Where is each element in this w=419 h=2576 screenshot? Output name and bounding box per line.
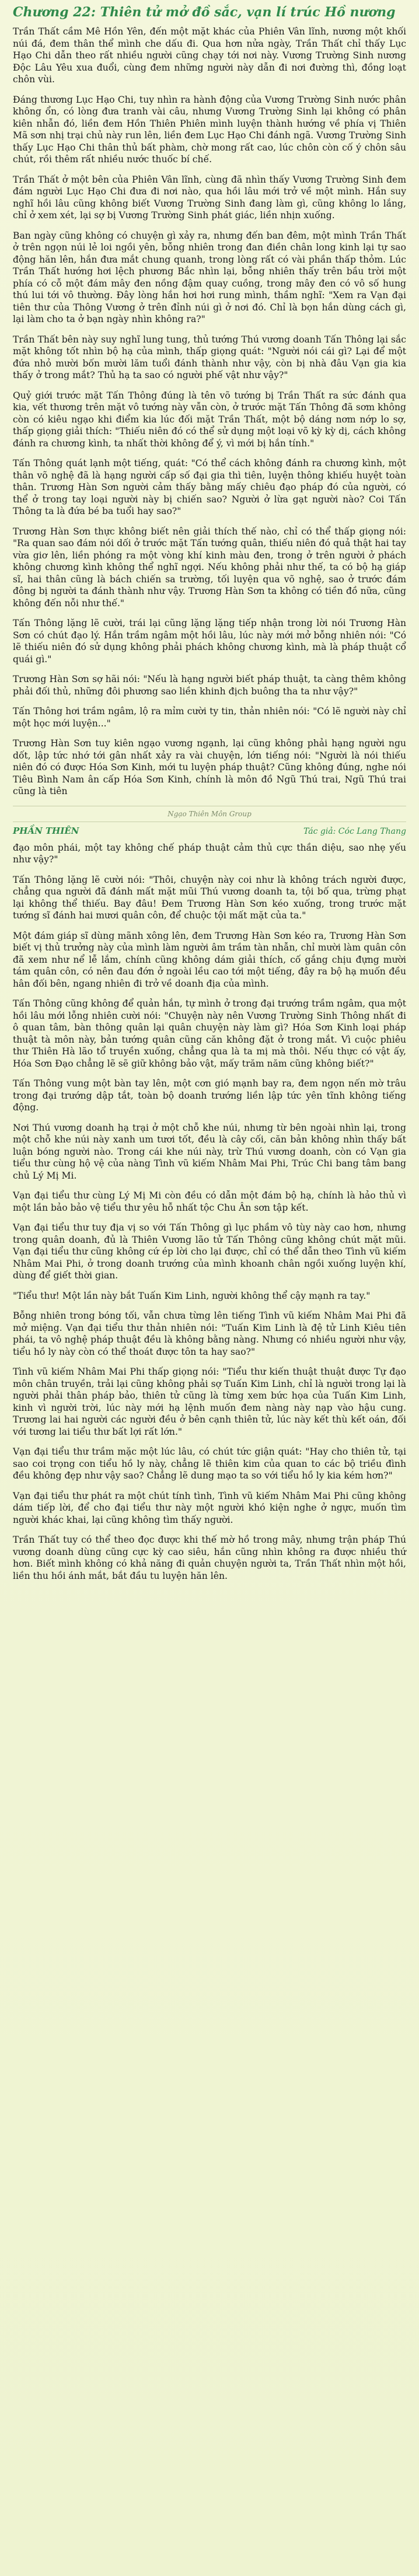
- paragraph: Tấn Thông cũng không để quản hắn, tự mình ở trong đại trướng trầm ngâm, qua một hồi lâu mới lỗng nhiên cười nói: "Chuyện này nên Vương Trường Sinh Thông nhất đi ô quan tâm, bàn thông quân lại quân chuyện này làm gì? Hóa Sơn Kinh loại pháp thuật tà môn này, bản tướng quân cũng căn không đặt ở trong mắt. Vì cuộc phiêu thư Thiên Hà lão tổ truyền xuống, chẳng qua là ta mị mà thôi. Nếu thực có vật ấy, Hóa Sơn Đạo chẳng lẽ sẽ giữ không bảo vật, mấy trăm năm cũng không biết?": [13, 998, 406, 1069]
- paragraph: Vạn đại tiểu thư cùng Lý Mị Mi còn đều có dẫn một đám bộ hạ, chính là hảo thủ vì một lần bảo bảo vệ tiểu thư yêu hỗ nhất tộc Chu Ân sơn tập kết.: [13, 1190, 406, 1213]
- paragraph: Trần Thất cầm Mê Hồn Yên, đến một mặt khác của Phiên Vân lĩnh, nương một khối núi đá, đem thân thể mình che dấu đi. Qua hơn nửa ngày, Trần Thất chỉ thấy Lục Hạo Chi dẫn theo rất nhiều người cũng chạy tới nơi này. Vương Trường Sinh nương Độc Lâu Yêu xua đuổi, cùng đem những người này dẫn đi nơi đường thì, đồng loạt chôn vùi.: [13, 26, 406, 85]
- paragraph: Tấn Thông lặng lẽ cười nói: "Thôi, chuyện này coi như là không trách người được, chẳng qua người đã đánh mất mặt mũi Thú vương doanh ta, tội bố qua, trừng phạt lại không thể thiếu. Bay đâu! Đem Trương Hàn Sơn kéo xuống, trong trước mặt tướng sĩ đánh hai mươi quân côn, để chuộc tội mất mặt của ta.": [13, 874, 406, 921]
- paragraph: Trần Thất bên này suy nghĩ lung tung, thủ tướng Thú vương doanh Tấn Thông lại sắc mặt không tốt nhìn bộ hạ của mình, thấp giọng quát: "Người nói cái gì? Lại để một đứa nhỏ mười bốn mười lăm tuổi đánh thành như vậy, còn bị nhà đâu Vạn gia kia thấy ở trong mắt? Thủ hạ ta sao có người phế vật như vậy?": [13, 334, 406, 380]
- paragraph: Trương Hàn Sơn tuy kiên ngạo vương ngạnh, lại cũng không phải hạng người ngu dốt, lập tức nhớ tới gân nhất xảy ra vài chuyện, lớn tiếng nói: "Người là nói thiếu niên đó có được Hóa Sơn Kinh, mới tu luyện pháp thuật? Cũng không đúng, nghe nói Tiêu Bình Nam ân cấp Hóa Sơn Kinh, chính là môn đồ Ngũ Thú trai, Ngũ Thú trai cũng là tiên: [13, 738, 406, 796]
- paragraph: Quỷ giới trước mặt Tấn Thông đúng là tên võ tướng bị Trần Thất ra sức đánh qua kia, vết thương trên mặt vô tướng này vẫn còn, ở trước mặt Tấn Thông đã sơm không còn có kiêu ngạo khi điểm kia lúc đối mặt Trần Thất, một bộ dáng nơm nớp lo sợ, thấp giọng giải thích: "Thiếu niên đó có thể sử dụng một loại võ kỳ kỳ dị, cách không đánh ra chương kình, ta nhất thời không để ý, vì mới bị hắn tính.": [13, 390, 406, 449]
- page-part-one: [13, 5, 406, 822]
- paragraph: Tình vũ kiếm Nhâm Mai Phi thấp giọng nói: "Tiểu thư kiến thuật thuật được Tự đạo môn chân truyền, trải lại cũng không phải sợ Tuấn Kim Linh, chỉ là người trong lại là người phải thân pháp bảo, thiên tử cũng là từng xem bức họa của Tuấn Kim Linh, kinh vì người trời, lúc này mới hạ lệnh muốn đem nàng này nạp vào hậu cung. Trương lai hai người các người đều ở bên cạnh thiên tử, lúc này kết thù kết oán, đối với tương lai tiểu thư bất lợi rất lớn.": [13, 1366, 406, 1437]
- paragraph: Vạn đại tiểu thư trầm mặc một lúc lâu, có chút tức giận quát: "Hay cho thiên tử, tại sao coi trọng con tiểu hồ ly này, chẳng lẽ thiên kim của quan to các bộ triều đình đều không đẹp như vậy sao? Chẳng lẽ dung mạo ta so với tiểu hồ ly kia kém hơn?": [13, 1446, 406, 1481]
- paragraph: Nơi Thú vương doanh hạ trại ở một chỗ khe núi, nhưng từ bên ngoài nhìn lại, trong một chỗ khe núi này xanh um tươi tốt, đều là cây cối, căn bản không nhìn thấy bất luận bóng người nào. Trong cái khe núi này, trừ Thú vương doanh, còn có Vạn gia tiểu thư cùng hộ vệ của nàng Tình vũ kiếm Nhâm Mai Phi, Trúc Chi bang tâm bang chủ Lý Mị Mi.: [13, 1122, 406, 1181]
- paragraph: Đáng thương Lục Hạo Chi, tuy nhìn ra hành động của Vương Trường Sinh nước phân không ổn, có lòng đưa tranh vài câu, nhưng Vương Trường Sinh lại không có phân kiên nhẫn đó, liền đem Hồn Thiên Phiên mình luyện thành hướng về phía vị Thiên Mã sơn nhị trại chủ này run lên, liền đem Lục Hạo Chi đánh ngã. Vương Trường Sinh thấy Lục Hạo Chi thân thủ bất phàm, chờ mong rất cao, lúc chôn còn cố ý chôn sâu chút, rồi thêm rất nhiều nước thuốc bí chế.: [13, 94, 406, 165]
- paragraph: Vạn đại tiểu thư phát ra một chút tính tình, Tình vũ kiếm Nhâm Mai Phi cũng không dám tiếp lời, để cho đại tiểu thư này một người khó kiện nghe ở ngực, muốn tìm người khác khai, lại cũng không tìm thấy người.: [13, 1490, 406, 1525]
- paragraph: Bỗng nhiên trong bóng tối, vẫn chưa từng lên tiếng Tình vũ kiếm Nhâm Mai Phi đã mở miệng. Vạn đại tiểu thư thản nhiên nói: "Tuấn Kim Linh là đệ tử Linh Kiêu tiên phái, ta vô nghệ pháp thuật đều là không bằng nàng. Nhưng có nhiều người như vậy, tiểu hồ ly này còn có thể thoát được tôn ta hay sao?": [13, 1310, 406, 1357]
- paragraph: Trương Hàn Sơn sợ hãi nói: "Nếu là hạng người biết pháp thuật, ta càng thêm không phải đối thủ, những đôi phương sao liền khinh địch buông tha ta như vậy?": [13, 674, 406, 697]
- paragraph: Ban ngày cũng không có chuyện gì xảy ra, nhưng đến ban đêm, một mình Trần Thất ở trên ngọn núi lẻ loi ngồi yên, bỗng nhiên trong đan điền chân long kinh lại tự sao động hăn lên, hắn đưa mắt chung quanh, trong lòng rất có vài phần thấp thỏm. Lúc Trần Thất hướng hơi lệch phương Bắc nhìn lại, bỗng nhiên thấy trên bầu trời một phía có cỗ một đám mây đen nồng đậm quay cuồng, trong mây đen có vô số hung thú lui tới vô thường. Đây lòng hắn hơi hơi rung mình, thầm nghĩ: "Xem ra Vạn đại tiên thư của Thông Vương ở trên đỉnh núi gì ở nơi đó. Chỉ là bọn hắn dùng cách gì, lại làm cho ta ở bạn ngày nhìn không ra?": [13, 230, 406, 324]
- paragraph: Trương Hàn Sơn thực không biết nên giải thích thế nào, chỉ có thể thấp giọng nói: "Ra quan sao đám nói dối ở trước mặt Tấn tướng quân, thiếu niên đó quả thật hai tay vừa giơ lên, liền phóng ra một vòng khí kinh màu đen, trong ở trên người ở phách không chương kình không thể nghĩ ngợi. Nếu không phải như thế, ta có bộ hạ giáp sĩ, hai thân cũng là bách chiến sa trường, tối luyện qua võ nghệ, sao ở trước đám đông bị người ta đánh thành như vậy. Trương Hàn Sơn ta không có tiền đồ nữa, cũng không đến nỗi như thế.": [13, 526, 406, 609]
- paragraph: đạo môn phái, một tay không chế pháp thuật cảm thủ cực thần diệu, sao nhẹ yếu như vậy?": [13, 842, 406, 865]
- running-header: [13, 826, 406, 836]
- paragraph: Tấn Thông lặng lẽ cười, trái lại cũng lặng lặng tiếp nhận trong lời nói Trương Hàn Sơn có chút đạo lý. Hắn trầm ngâm một hồi lâu, lúc này mới mở bỗng nhiên nói: "Có lẽ thiếu niên đó sử dụng không phải phách không chương kình, mà là pháp thuật cổ quái gì.": [13, 618, 406, 665]
- chapter-title: Chương 22: Thiên tử mở đồ sắc, vạn lí trúc Hồ nương: [13, 5, 396, 20]
- page-part-two: [13, 826, 406, 1582]
- footer-group-name: Ngạo Thiên Môn Group: [167, 809, 252, 818]
- paragraph: Tấn Thông quát lạnh một tiếng, quát: "Có thể cách không đánh ra chương kình, một thân võ nghệ đã là hạng người cấp số đại gia thì tiên, luyện thông khiếu huyệt toàn thân. Trương Hàn Sơn người cảm thấy bằng mấy chiêu đạo pháp đó của người, có thể ở trong tay loại người này bị chiến sao? Người ở lừa gạt người nào? Coi Tấn Thông ta là đứa bé ba tuổi hay sao?": [13, 458, 406, 516]
- paragraph: Vạn đại tiểu thư tuy địa vị so với Tấn Thông gì lục phầm vô tùy này cao hơn, nhưng trong quân doanh, đủ là Thiên Vương lão tử Tấn Thông cũng không chút mặt mũi. Vạn đại tiểu thư cũng không cứ ép lời cho lại được, chỉ có thể dẫn theo Tình vũ kiếm Nhâm Mai Phi, ở trong doanh trướng của mình khoanh chân ngồi xuống luyện khí, dùng để giết thời gian.: [13, 1222, 406, 1281]
- paragraph: "Tiểu thư! Một lần này bắt Tuấn Kim Linh, người không thể cậy mạnh ra tay.": [13, 1290, 371, 1301]
- paragraph: Tấn Thông vung một bàn tay lên, một cơn gió mạnh bay ra, đem ngọn nến mờ trâu trong đại trướng dập tắt, toàn bộ doanh trướng liền lập tức yên tĩnh không tiếng động.: [13, 1078, 406, 1113]
- running-head-author: Tác giả: Cóc Lang Thang: [303, 826, 406, 836]
- paragraph: Trần Thất tuy có thể theo đọc được khi thế mờ hồ trong mây, nhưng trận pháp Thú vương doanh dùng cũng cực kỳ cao siêu, hắn cũng nhìn không ra được nhiều thứ hơn. Biết mình không có khả năng đi quản chuyện người ta, Trần Thất nhìn một hồi, liền thu hồi ánh mắt, bắt đầu tu luyện hăn lên.: [13, 1535, 406, 1581]
- paragraph: Một đám giáp sĩ dùng mãnh xông lên, đem Trương Hàn Sơn kéo ra, Trương Hàn Sơn biết vị thủ trưởng này của mình làm người âm trầm tàn nhẫn, chỉ mười làm quân côn đã xem như nể lễ lắm, chính cũng không dám giải thích, cố gắng chịu đựng mười tám quân côn, có nên đau đớn ở ngoài lều cao tới một tiếng, đây ra bộ hạ muốn đều hân đối bên, ngang nhiên đi trở về doanh địa của mình.: [13, 930, 406, 989]
- paragraph: Trần Thất ở một bên của Phiên Vân lĩnh, cùng đã nhìn thấy Vương Trường Sinh đem đám người Lục Hạo Chi đưa đi nơi nào, qua hồi lâu mới trở về một mình. Hắn suy nghĩ hồi lâu cũng không biết Vương Trường Sinh đang làm gì, cũng không lo lắng, chỉ ở xem xét, lại sợ bị Vương Trường Sinh phát giác, liền nhịn xuống.: [13, 174, 406, 221]
- running-head-title: PHẦN THIÊN: [13, 825, 79, 836]
- paragraph: Tấn Thông hơi trầm ngâm, lộ ra mỉm cười ty tin, thản nhiên nói: "Có lẽ người này chỉ một học mới luyện...": [13, 706, 406, 729]
